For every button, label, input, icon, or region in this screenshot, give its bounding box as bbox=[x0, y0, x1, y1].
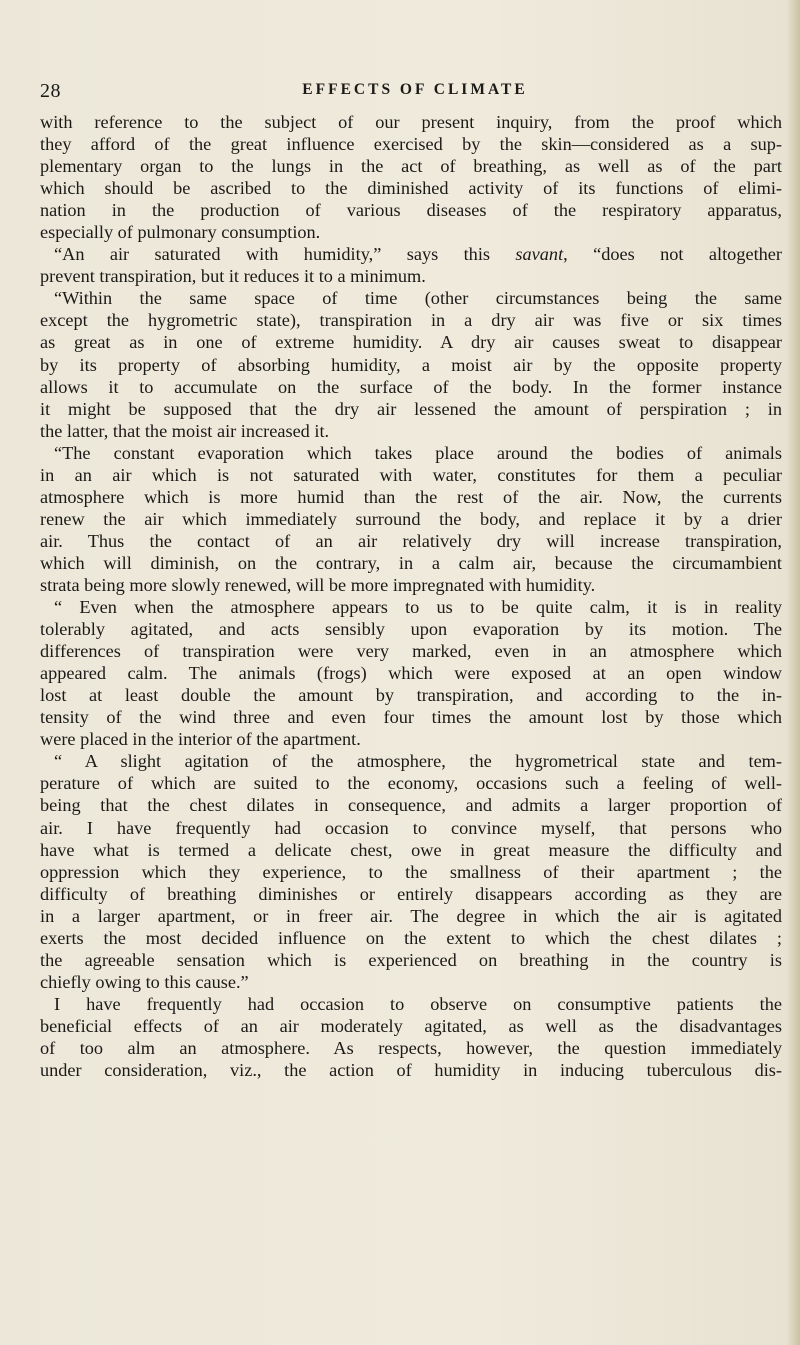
italic-word: savant bbox=[515, 244, 564, 265]
text-line: tensity of the wind three and even four times the amount lost by those which bbox=[40, 707, 782, 728]
text-line: with reference to the subject of our present inquiry, from the proof which bbox=[40, 112, 782, 132]
text-line: it might be supposed that the dry air lessened the amount of perspiration ; in bbox=[40, 398, 782, 419]
text-line: “ A slight agitation of the atmosphere, the hygrometrical state and tem- bbox=[54, 751, 782, 772]
text-line: strata being more slowly renewed, will be more impregnated with humidity. bbox=[40, 574, 596, 595]
text-line: “The constant evaporation which takes place around the bodies of animals bbox=[54, 442, 782, 463]
text-line: which should be ascribed to the diminished activity of its functions of elimi- bbox=[40, 178, 782, 199]
text-line: in an air which is not saturated with water, constitutes for them a peculiar bbox=[40, 464, 782, 485]
text-line: tolerably agitated, and acts sensibly upon evaporation by its motion. The bbox=[40, 619, 782, 640]
text-line: chiefly owing to this cause.” bbox=[40, 971, 249, 992]
text-line: being that the chest dilates in consequence, and admits a larger proportion of bbox=[40, 795, 782, 816]
text-line: the agreeable sensation which is experienced on breathing in the country is bbox=[40, 949, 782, 970]
text-line: air. Thus the contact of an air relatively dry will increase transpiration, bbox=[40, 530, 782, 551]
text-line: under consideration, viz., the action of humidity in inducing tuberculous dis- bbox=[40, 1060, 782, 1081]
text-line: “ Even when the atmosphere appears to us to be quite calm, it is in reality bbox=[54, 597, 782, 618]
text-line: in a larger apartment, or in freer air. The degree in which the air is agitated bbox=[40, 905, 782, 926]
text-line: “Within the same space of time (other circumstances being the same bbox=[54, 288, 782, 309]
text-line: renew the air which immediately surround the body, and replace it by a drier bbox=[40, 508, 782, 529]
page-header bbox=[40, 80, 780, 106]
text-line: which will diminish, on the contrary, in a calm air, because the circumambient bbox=[40, 552, 782, 573]
text-line: they afford of the great influence exercised by the skin—considered as a sup- bbox=[40, 134, 782, 155]
page-edge-shadow bbox=[786, 0, 800, 1345]
text-line: except the hygrometric state), transpiration in a dry air was five or six times bbox=[40, 310, 782, 331]
text-line: appeared calm. The animals (frogs) which were exposed at an open window bbox=[40, 663, 782, 684]
text-line: lost at least double the amount by transpiration, and according to the in- bbox=[40, 685, 782, 706]
text-line: exerts the most decided influence on the extent to which the chest dilates ; bbox=[40, 927, 782, 948]
text-line: were placed in the interior of the apartment. bbox=[40, 729, 361, 750]
text-line: beneficial effects of an air moderately agitated, as well as the disadvantages bbox=[40, 1015, 782, 1036]
text-line: the latter, that the moist air increased it. bbox=[40, 420, 330, 441]
text-line: plementary organ to the lungs in the act of breathing, as well as of the part bbox=[40, 156, 782, 177]
text-line: nation in the production of various diseases of the respiratory apparatus, bbox=[40, 200, 782, 221]
text-line: prevent transpiration, but it reduces it to a minimum. bbox=[40, 266, 426, 287]
text-line: air. I have frequently had occasion to convince myself, that persons who bbox=[40, 817, 782, 838]
text-line: perature of which are suited to the economy, occasions such a feeling of well- bbox=[40, 773, 782, 794]
text-line: especially of pulmonary consumption. bbox=[40, 222, 321, 243]
body-text bbox=[40, 111, 782, 1081]
text-line: as great as in one of extreme humidity. A dry air causes sweat to disappear bbox=[40, 332, 782, 353]
text-line: differences of transpiration were very marked, even in an atmosphere which bbox=[40, 641, 782, 662]
text-line: by its property of absorbing humidity, a moist air by the opposite property bbox=[40, 354, 782, 375]
text-line: oppression which they experience, to the smallness of their apartment ; the bbox=[40, 861, 782, 882]
text-line: of too alm an atmosphere. As respects, however, the question immediately bbox=[40, 1037, 782, 1058]
text-line: difficulty of breathing diminishes or entirely disappears according as they are bbox=[40, 883, 782, 904]
text-line: atmosphere which is more humid than the rest of the air. Now, the currents bbox=[40, 486, 782, 507]
text-line: allows it to accumulate on the surface of the body. In the former instance bbox=[40, 376, 782, 397]
text-line: “An air saturated with humidity,” says this savant, “does not altogether bbox=[54, 244, 782, 265]
running-head: EFFECTS OF CLIMATE bbox=[302, 81, 528, 98]
text-line: I have frequently had occasion to observe on consumptive patients the bbox=[54, 993, 782, 1014]
page-number: 28 bbox=[40, 80, 61, 102]
text-line: have what is termed a delicate chest, owe in great measure the difficulty and bbox=[40, 839, 782, 860]
